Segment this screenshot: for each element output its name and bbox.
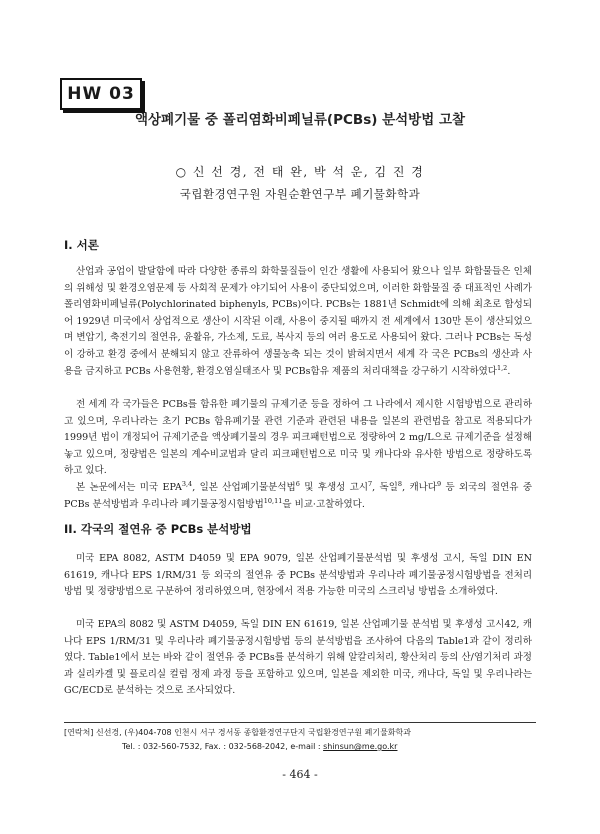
affiliation: 국립환경연구원 자원순환연구부 폐기물화학과: [179, 187, 421, 201]
methods-paragraph-2: 미국 EPA의 8082 및 ASTM D4059, 독일 DIN EN 61619, 일본 산업폐기물 분석법 및 후생성 고시42, 캐나다 EPS 1/RM/31 및 우리나라 폐기물공정시험방법 등의 분석방법을 조사하여 다음의 Table1과 같이 정리하였다. Table1에서 보는 바와 같이 절연유 중 PCBs를 분석하기 위해 알칼리처리, 황산처리 등의 산/염기처리 과정과 실리카겔 및 플로리실 컬럼 정제 과정 등을 포함하고 있으며, 일본을 제외한 미국, 캐나다, 독일 및 우리나라는 GC/ECD로 분석하는 것으로 조사되었다.: [64, 619, 532, 697]
email-link[interactable]: shinsun@me.go.kr: [323, 742, 398, 751]
intro-paragraph-1: 산업과 공업이 발달함에 따라 다양한 종류의 화학물질들이 인간 생활에 사용되어 왔으나 일부 화합물들은 인체의 위해성 및 환경오염문제 등 사회적 문제가 야기되어 사용이 중단되었으며, 이러한 화합물질 중 대표적인 사례가 폴리염화비페닐류(Polychlorinated biphenyls, PCBs)이다. PCBs는 1881년 Schmidt에 의해 최초로 합성되어 1929년 미국에서 상업적으로 생산이 시작된 이래, 사용이 중지될 때까지 전 세계에서 130만 톤이 생산되었으며 변압기, 축전기의 절연유, 윤활유, 가소제, 도료, 복사지 등의 여러 용도로 사용되어 왔다. 그러나 PCBs는 독성이 강하고 환경 중에서 분해되지 않고 잔류하여 생물농축 되는 것이 밝혀지면서 세계 각 국은 PCBs의 생산과 사용을 금지하고 PCBs 사용현황, 환경오염실태조사 및 PCBs함유 제품의 처리대책을 강구하기 시작하였다$^{1,2}$.: [64, 266, 532, 377]
paper-title: 액상폐기물 중 폴리염화비페닐류(PCBs) 분석방법 고찰: [134, 112, 466, 128]
section-heading-intro: I. 서론: [64, 238, 99, 252]
intro-paragraph-2: 전 세계 각 국가들은 PCBs를 함유한 폐기물의 규제기준 등을 정하여 그 나라에서 제시한 시험방법으로 관리하고 있으며, 우리나라는 초기 PCBs 함유폐기물 관련 기준과 관련된 내용을 일본의 관련법을 참고로 적용되다가 1999년 법이 개정되어 규제기준을 액상폐기물의 경우 피크패턴법으로 정량하여 2 mg/L으로 규제기준을 설정해 놓고 있으며, 정량법은 일본의 계수비교법과 달리 피크패턴법으로 미국 및 캐나다와 유사한 방법으로 정량하도록 하고 있다.: [64, 399, 532, 477]
intro-paragraph-3: 본 논문에서는 미국 EPA$^{3,4}$, 일본 산업폐기물분석법$^6$ 및 후생성 고시$^7$, 독일$^8$, 캐나다$^9$ 등 외국의 절연유 중 PCBs 분석방법과 우리나라 폐기물공정시험방법$^{10,11}$을 비교·고찰하였다.: [64, 479, 533, 510]
session-code-box: HW 03: [60, 78, 142, 110]
section-heading-methods: II. 각국의 절연유 중 PCBs 분석방법: [64, 522, 252, 536]
authors: ○ 신 선 경, 전 태 완, 박 석 운, 김 진 경: [175, 165, 425, 179]
methods-paragraph-1: 미국 EPA 8082, ASTM D4059 및 EPA 9079, 일본 산업폐기물분석법 및 후생성 고시, 독일 DIN EN 61619, 캐나다 EPS 1/RM/31 등 외국의 절연유 중 PCBs 분석방법과 우리나라 폐기물공정시험방법을 전처리 방법 및 정량방법으로 구분하여 정리하였으며, 현장에서 적용 가능한 미국의 스크리닝 방법을 소개하였다.: [64, 553, 532, 598]
footnote-contact: [연락처] 신선경, (우)404-708 인천시 서구 경서동 종합환경연구단지 국립환경연구원 폐기물화학과: [64, 728, 412, 737]
footnote-divider: [64, 722, 536, 723]
page-number: - 464 -: [282, 768, 318, 781]
footnote-phone-email: Tel. : 032-560-7532, Fax. : 032-568-2042, e-mail : shinsun@me.go.kr: [122, 742, 398, 751]
